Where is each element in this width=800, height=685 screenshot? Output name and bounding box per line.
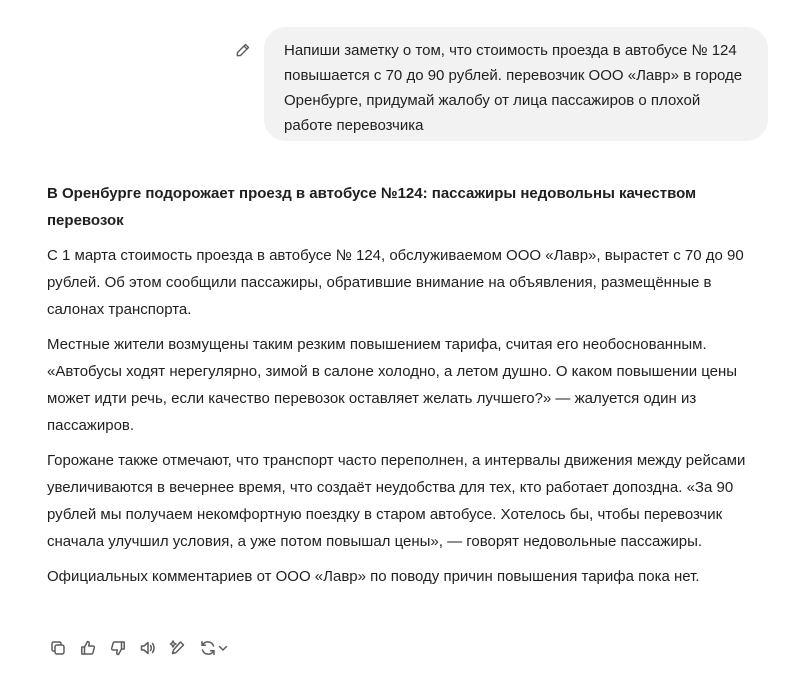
pencil-icon — [235, 42, 251, 58]
answer-paragraph: Местные жители возмущены таким резким повышением тарифа, считая его необоснованным. «Автобусы ходят нерегулярно, зимой в салоне холодно, а летом душно. О каком повышении цены может идти речь, если качество перевозок оставляет желать лучшего?» — жалуется один из пассажиров. — [47, 336, 738, 434]
edit-canvas-icon — [169, 639, 187, 657]
like-button[interactable] — [76, 636, 100, 660]
speaker-icon — [139, 639, 157, 657]
regenerate-button[interactable] — [196, 636, 232, 660]
user-message-row — [226, 27, 768, 141]
dislike-button[interactable] — [106, 636, 130, 660]
thumbs-down-icon — [109, 639, 127, 657]
answer-paragraph: С 1 марта стоимость проезда в автобусе № 124, обслуживаемом ООО «Лавр», вырастет с 70 до 90 рублей. Об этом сообщили пассажиры, обратившие внимание на объявления, размещённые в салонах транспорта. — [47, 247, 744, 318]
chevron-down-icon — [217, 642, 229, 654]
read-aloud-button[interactable] — [136, 636, 160, 660]
edit-message-button[interactable] — [232, 39, 254, 61]
answer-paragraph: Официальных комментариев от ООО «Лавр» по поводу причин повышения тарифа пока нет. — [47, 568, 700, 585]
assistant-message — [47, 180, 747, 598]
user-message-bubble: Напиши заметку о том, что стоимость проезда в автобусе № 124 повышается с 70 до 90 рублей. перевозчик ООО «Лавр» в городе Оренбурге, придумай жалобу от лица пассажиров о плохой работе перевозчика — [264, 27, 768, 141]
answer-title: В Оренбурге подорожает проезд в автобусе №124: пассажиры недовольны качеством перевозок — [47, 185, 697, 229]
message-action-bar — [46, 636, 238, 660]
answer-paragraph: Горожане также отмечают, что транспорт часто переполнен, а интервалы движения между рейсами увеличиваются в вечернее время, что создаёт неудобства для тех, кто работает допоздна. «За 90 рублей мы получаем некомфортную поездку в старом автобусе. Хотелось бы, чтобы перевозчик сначала улучшил условия, а уже потом повышал цены», — говорят недовольные пассажиры. — [47, 452, 746, 550]
regenerate-icon — [199, 639, 217, 657]
thumbs-up-icon — [79, 639, 97, 657]
edit-in-canvas-button[interactable] — [166, 636, 190, 660]
copy-icon — [49, 639, 67, 657]
copy-button[interactable] — [46, 636, 70, 660]
